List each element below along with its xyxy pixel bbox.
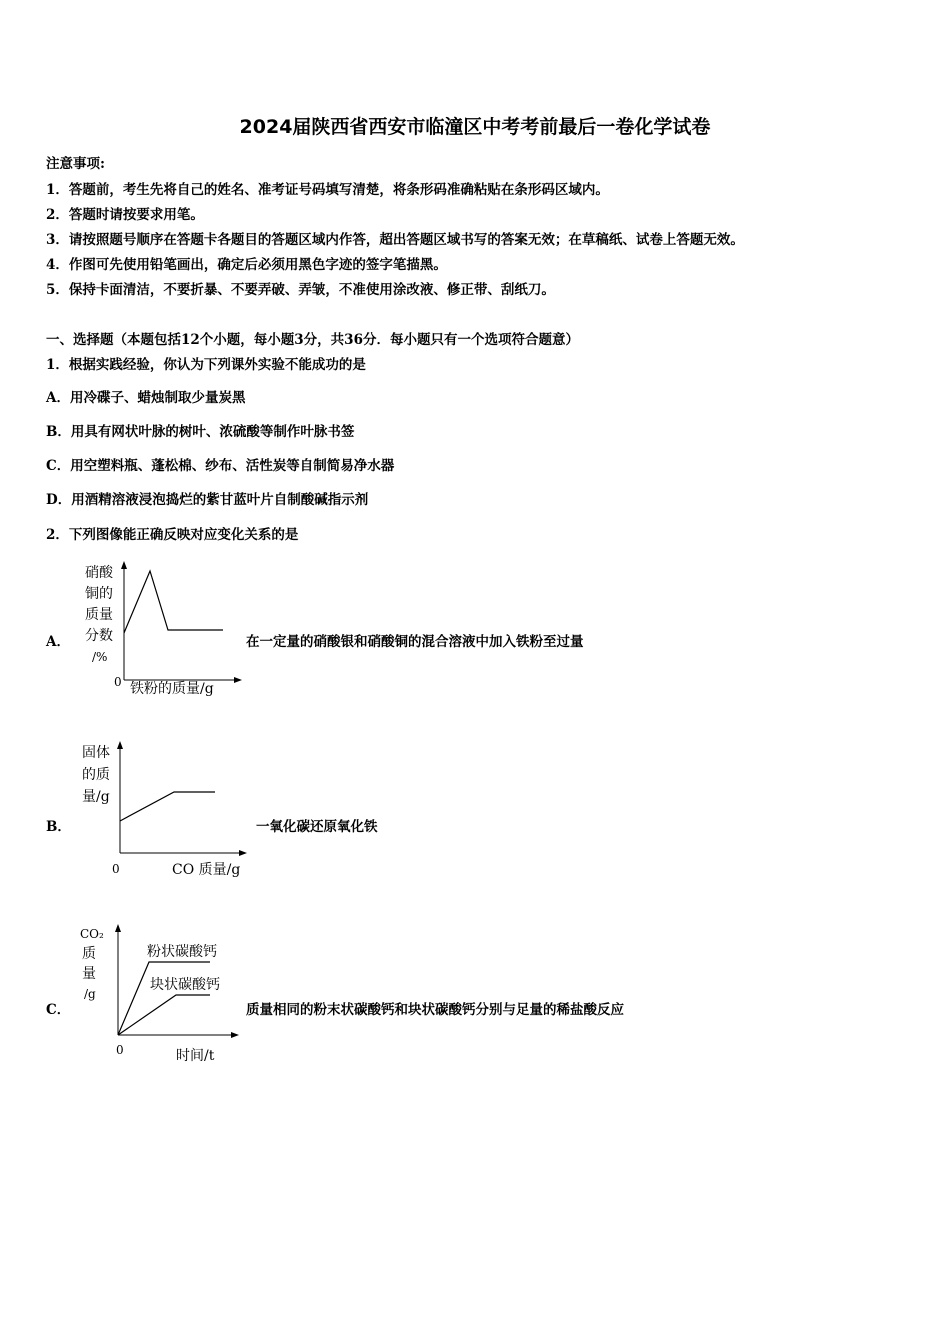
graph-a-x-arrow xyxy=(234,677,242,683)
graph-b-ylabel-1: 固体 xyxy=(82,745,110,761)
graph-b-curve xyxy=(120,792,215,821)
graph-b xyxy=(70,735,270,885)
graph-c-ylabel-3: 量 xyxy=(82,966,96,982)
graph-b-ylabel-3: 量/g xyxy=(82,789,110,805)
section-heading: 一、选择题（本题包括12个小题，每小题3分，共36分．每小题只有一个选项符合题意） xyxy=(46,332,579,348)
q1-option-a: A．用冷碟子、蜡烛制取少量炭黑 xyxy=(46,390,246,406)
q2-option-a-desc: 在一定量的硝酸银和硝酸铜的混合溶液中加入铁粉至过量 xyxy=(246,634,584,650)
graph-c-origin: 0 xyxy=(116,1043,124,1057)
notice-item-5: 5．保持卡面清洁，不要折暴、不要弄破、弄皱，不准使用涂改液、修正带、刮纸刀。 xyxy=(46,282,555,298)
q2-option-c-desc: 质量相同的粉末状碳酸钙和块状碳酸钙分别与足量的稀盐酸反应 xyxy=(246,1002,624,1018)
graph-c-x-arrow xyxy=(231,1032,239,1038)
graph-a-ylabel-3: 质量 xyxy=(85,607,113,623)
graph-c-ylabel-2: 质 xyxy=(82,946,96,962)
notice-item-3: 3．请按照题号顺序在答题卡各题目的答题区域内作答，超出答题区域书写的答案无效；在草稿纸、试卷上答题无效。 xyxy=(46,232,744,248)
graph-b-x-arrow xyxy=(239,850,247,856)
q1-option-b: B．用具有网状叶脉的树叶、浓硫酸等制作叶脉书签 xyxy=(46,424,355,440)
graph-a-ylabel-5: /% xyxy=(92,650,108,664)
q2-stem: 2．下列图像能正确反映对应变化关系的是 xyxy=(46,527,299,543)
graph-c-ylabel-1: CO₂ xyxy=(80,927,104,941)
graph-b-y-arrow xyxy=(117,741,123,749)
q1-stem: 1．根据实践经验，你认为下列课外实验不能成功的是 xyxy=(46,357,366,373)
graph-a-origin: 0 xyxy=(114,675,122,689)
graph-c-xlabel: 时间/t xyxy=(176,1048,215,1064)
page-title: 2024届陕西省西安市临潼区中考考前最后一卷化学试卷 xyxy=(239,116,711,138)
graph-c-y-arrow xyxy=(115,924,121,932)
graph-a-curve xyxy=(124,571,223,633)
q2-option-a-letter: A． xyxy=(46,634,70,650)
graph-c xyxy=(70,918,260,1068)
q2-option-c-letter: C． xyxy=(46,1002,71,1018)
notice-item-4: 4．作图可先使用铅笔画出，确定后必须用黑色字迹的签字笔描黑。 xyxy=(46,257,447,273)
graph-a-ylabel-2: 铜的 xyxy=(85,586,113,602)
notice-item-2: 2．答题时请按要求用笔。 xyxy=(46,207,204,223)
graph-a-xlabel: 铁粉的质量/g xyxy=(130,681,214,697)
notice-item-1: 1．答题前，考生先将自己的姓名、准考证号码填写清楚，将条形码准确粘贴在条形码区域内。 xyxy=(46,182,609,198)
q1-option-c: C．用空塑料瓶、蓬松棉、纱布、活性炭等自制简易净水器 xyxy=(46,458,395,474)
graph-c-series-block: 块状碳酸钙 xyxy=(150,977,220,993)
notice-heading: 注意事项: xyxy=(46,156,105,172)
graph-a-ylabel-4: 分数 xyxy=(85,628,113,644)
q1-option-d: D．用酒精溶液浸泡捣烂的紫甘蓝叶片自制酸碱指示剂 xyxy=(46,492,369,508)
graph-a-y-arrow xyxy=(121,561,127,569)
q2-option-b-desc: 一氧化碳还原氧化铁 xyxy=(256,819,378,835)
graph-a xyxy=(70,555,260,705)
graph-a-ylabel-1: 硝酸 xyxy=(85,565,113,581)
graph-c-ylabel-4: /g xyxy=(84,987,96,1001)
graph-b-xlabel: CO 质量/g xyxy=(172,862,241,878)
graph-b-ylabel-2: 的质 xyxy=(82,767,110,783)
q2-option-b-letter: B． xyxy=(46,819,71,835)
graph-b-origin: 0 xyxy=(112,862,120,876)
graph-c-curve-powder xyxy=(118,962,210,1035)
graph-c-series-powder: 粉状碳酸钙 xyxy=(147,944,217,960)
